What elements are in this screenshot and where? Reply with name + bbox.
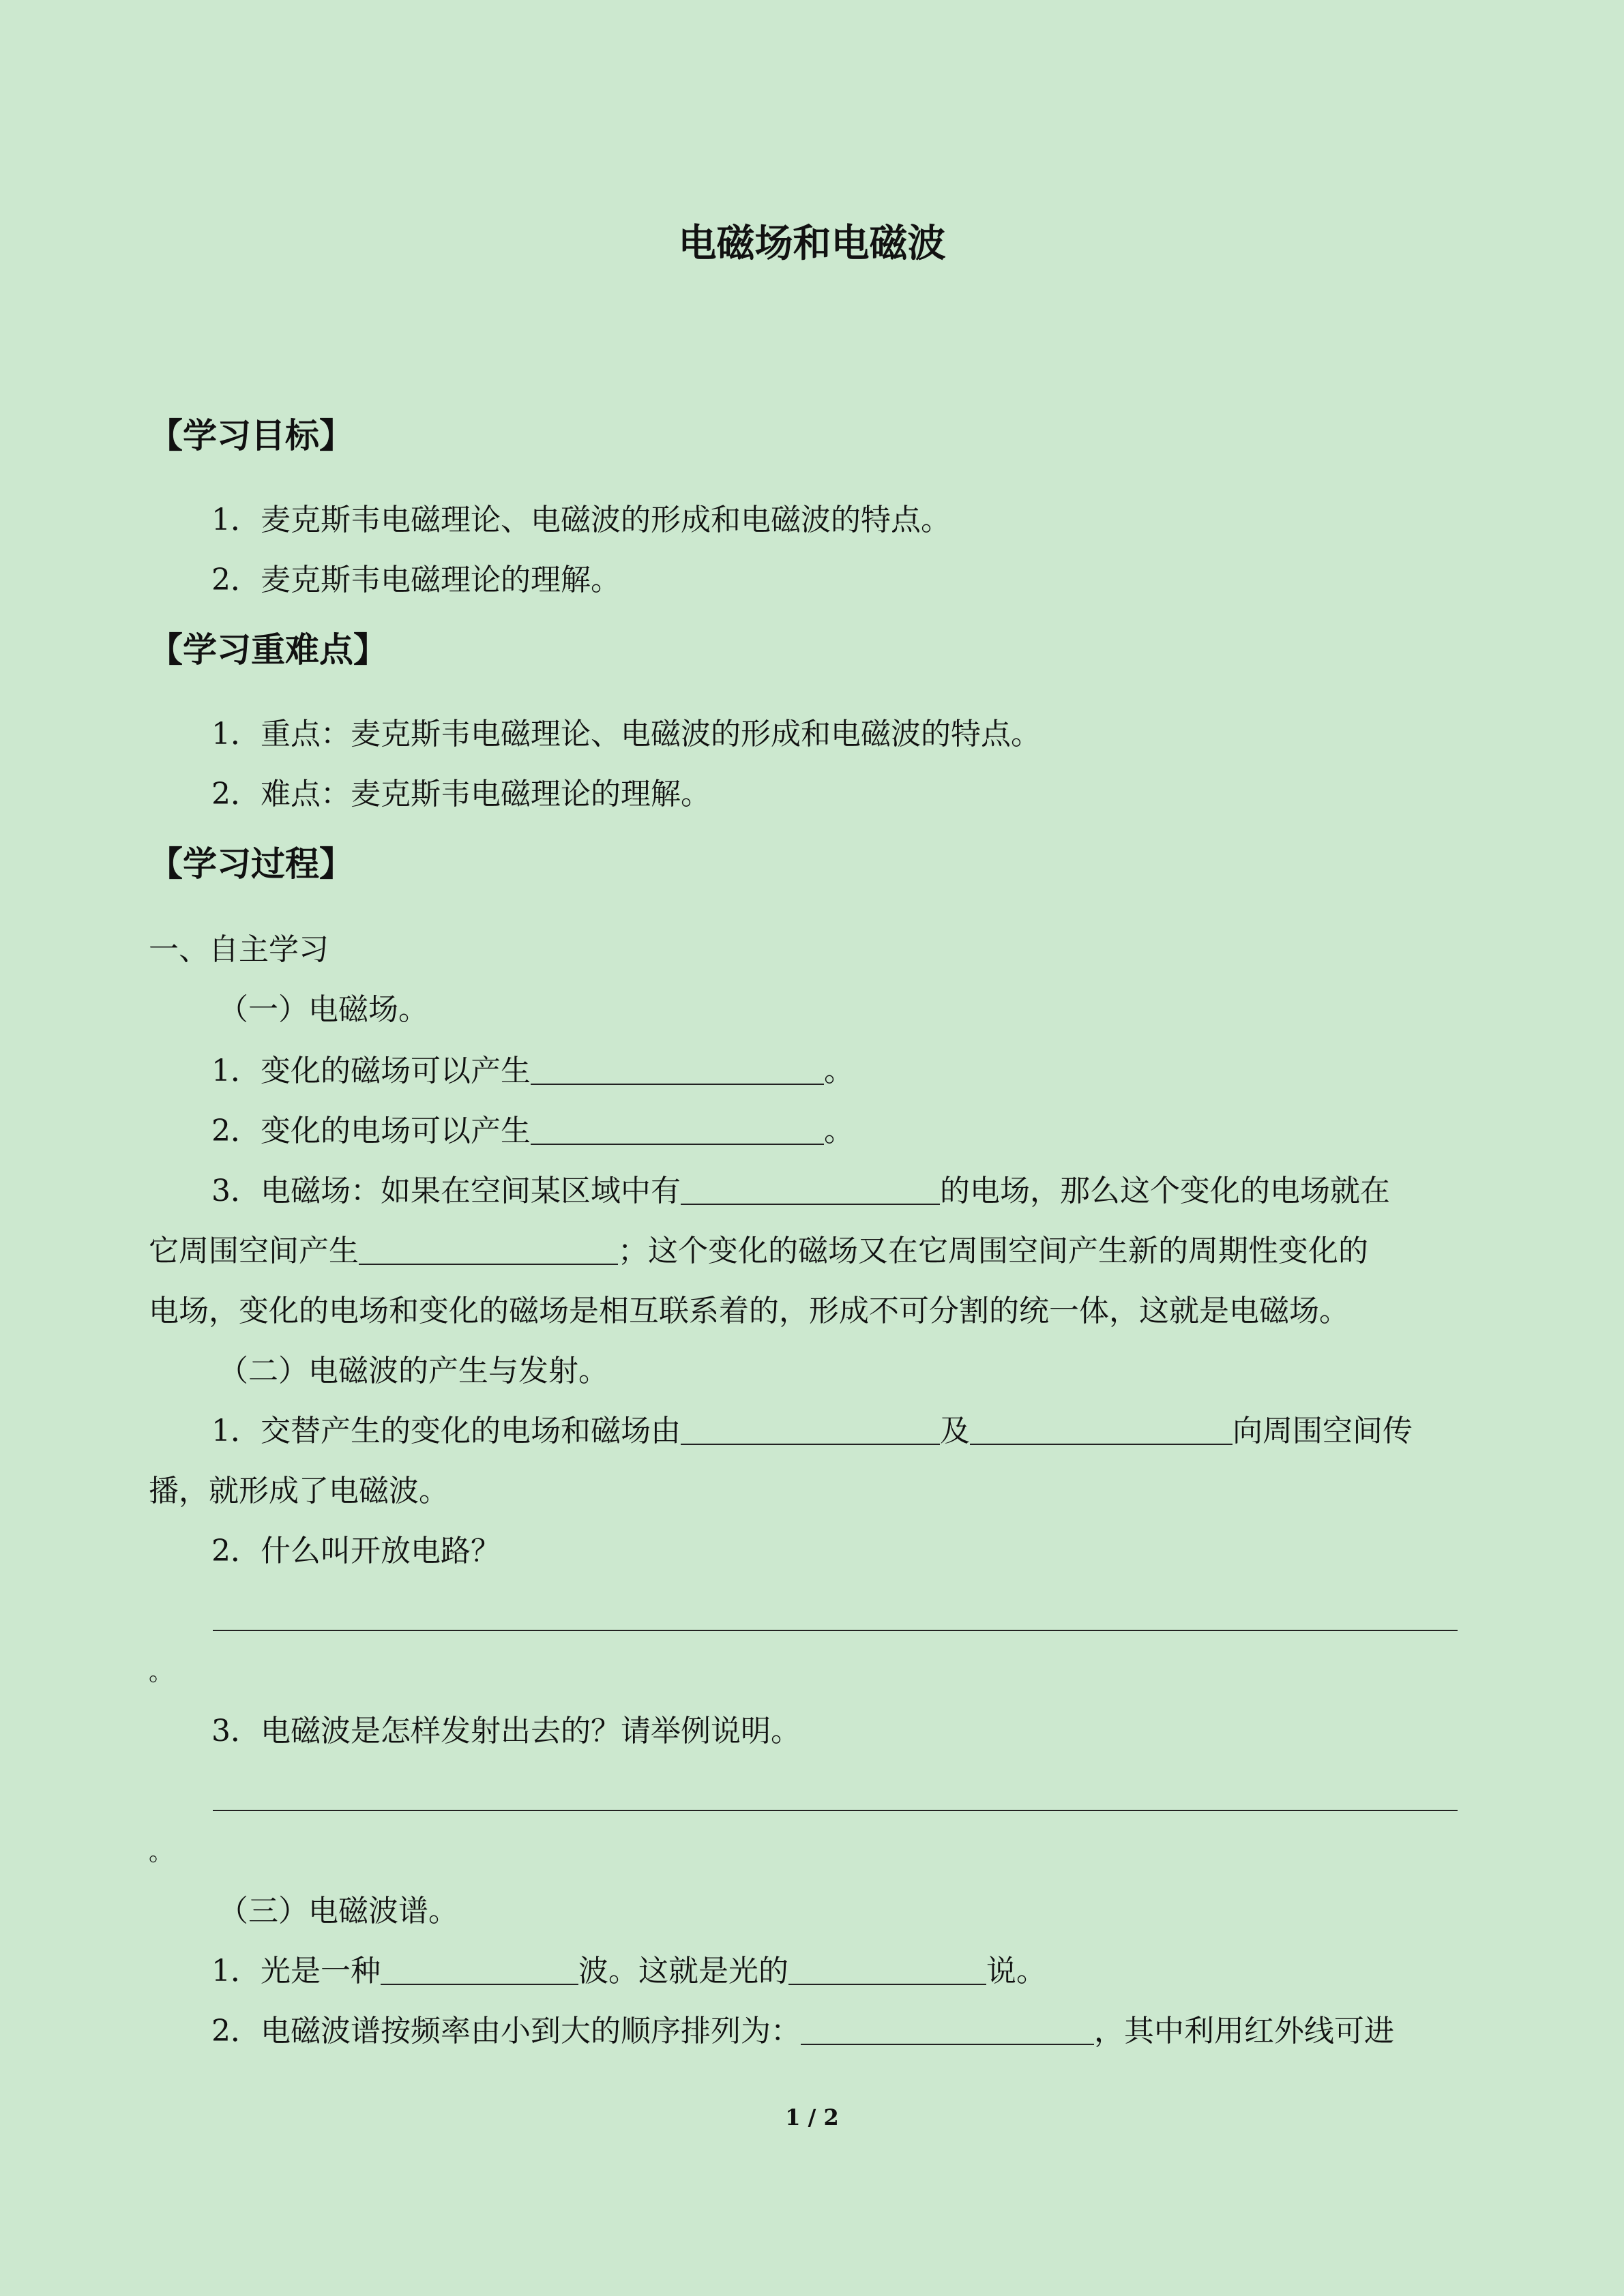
- question-text: 2．什么叫开放电路？: [211, 1534, 501, 1568]
- sub-heading: （二）电磁波的产生与发射。: [218, 1354, 608, 1388]
- question-text: ；这个变化的磁场又在它周围空间产生新的周期性变化的: [618, 1234, 1368, 1268]
- question-text: 及: [940, 1414, 970, 1448]
- question-text: 2．电磁波谱按频率由小到大的顺序排列为：: [211, 2014, 801, 2048]
- answer-blank[interactable]: [681, 1169, 940, 1205]
- page-title: 电磁场和电磁波: [678, 222, 946, 266]
- question-text: 。: [824, 1054, 854, 1088]
- question-text: 播，就形成了电磁波。: [149, 1474, 449, 1508]
- question-text: 1．交替产生的变化的电场和磁场由: [211, 1414, 681, 1448]
- part-heading: 一、自主学习: [149, 932, 329, 967]
- keypoint-item: 1．重点：麦克斯韦电磁理论、电磁波的形成和电磁波的特点。: [211, 717, 1041, 751]
- goals-heading: 【学习目标】: [149, 416, 353, 456]
- answer-blank[interactable]: [801, 2010, 1094, 2045]
- question-text: ，其中利用红外线可进: [1094, 2014, 1394, 2048]
- question-line: [211, 1047, 854, 1095]
- goal-item: 2．麦克斯韦电磁理论的理解。: [211, 563, 621, 597]
- question-text: 波。这就是光的: [578, 1954, 788, 1988]
- question-text: 它周围空间产生: [149, 1234, 359, 1268]
- question-line: [149, 1227, 1368, 1275]
- sub-heading: （一）电磁场。: [218, 992, 428, 1027]
- question-text: 的电场，那么这个变化的电场就在: [940, 1174, 1390, 1208]
- question-text: 2．变化的电场可以产生: [211, 1114, 531, 1148]
- answer-line[interactable]: [213, 1630, 1458, 1631]
- period-mark: 。: [149, 1658, 174, 1686]
- question-text: 1．光是一种: [211, 1954, 381, 1988]
- question-line: [211, 1407, 1413, 1455]
- question-text: 说。: [986, 1954, 1046, 1988]
- question-text: 电场，变化的电场和变化的磁场是相互联系着的，形成不可分割的统一体，这就是电磁场。: [149, 1294, 1349, 1328]
- answer-blank[interactable]: [531, 1109, 824, 1145]
- page-number: 1 / 2: [785, 2104, 839, 2130]
- period-mark: 。: [149, 1838, 174, 1866]
- answer-line[interactable]: [213, 1810, 1458, 1811]
- goal-item: 1．麦克斯韦电磁理论、电磁波的形成和电磁波的特点。: [211, 503, 951, 537]
- process-heading: 【学习过程】: [149, 844, 353, 884]
- question-line: [211, 1167, 1390, 1215]
- question-text: 3．电磁场：如果在空间某区域中有: [211, 1174, 681, 1208]
- answer-blank[interactable]: [359, 1229, 618, 1265]
- keypoints-heading: 【学习重难点】: [149, 630, 387, 670]
- question-line: [211, 1107, 854, 1155]
- question-text: 1．变化的磁场可以产生: [211, 1054, 531, 1088]
- keypoint-item: 2．难点：麦克斯韦电磁理论的理解。: [211, 777, 711, 811]
- question-text: 。: [824, 1114, 854, 1148]
- question-line: [211, 2008, 1394, 2055]
- answer-blank[interactable]: [788, 1950, 986, 1985]
- answer-blank[interactable]: [381, 1950, 578, 1985]
- question-line: [211, 1948, 1046, 1995]
- question-text: 向周围空间传: [1232, 1414, 1413, 1448]
- question-text: 3．电磁波是怎样发射出去的？请举例说明。: [211, 1714, 801, 1748]
- answer-blank[interactable]: [970, 1410, 1232, 1445]
- sub-heading: （三）电磁波谱。: [218, 1894, 458, 1928]
- answer-blank[interactable]: [681, 1410, 940, 1445]
- answer-blank[interactable]: [531, 1049, 824, 1085]
